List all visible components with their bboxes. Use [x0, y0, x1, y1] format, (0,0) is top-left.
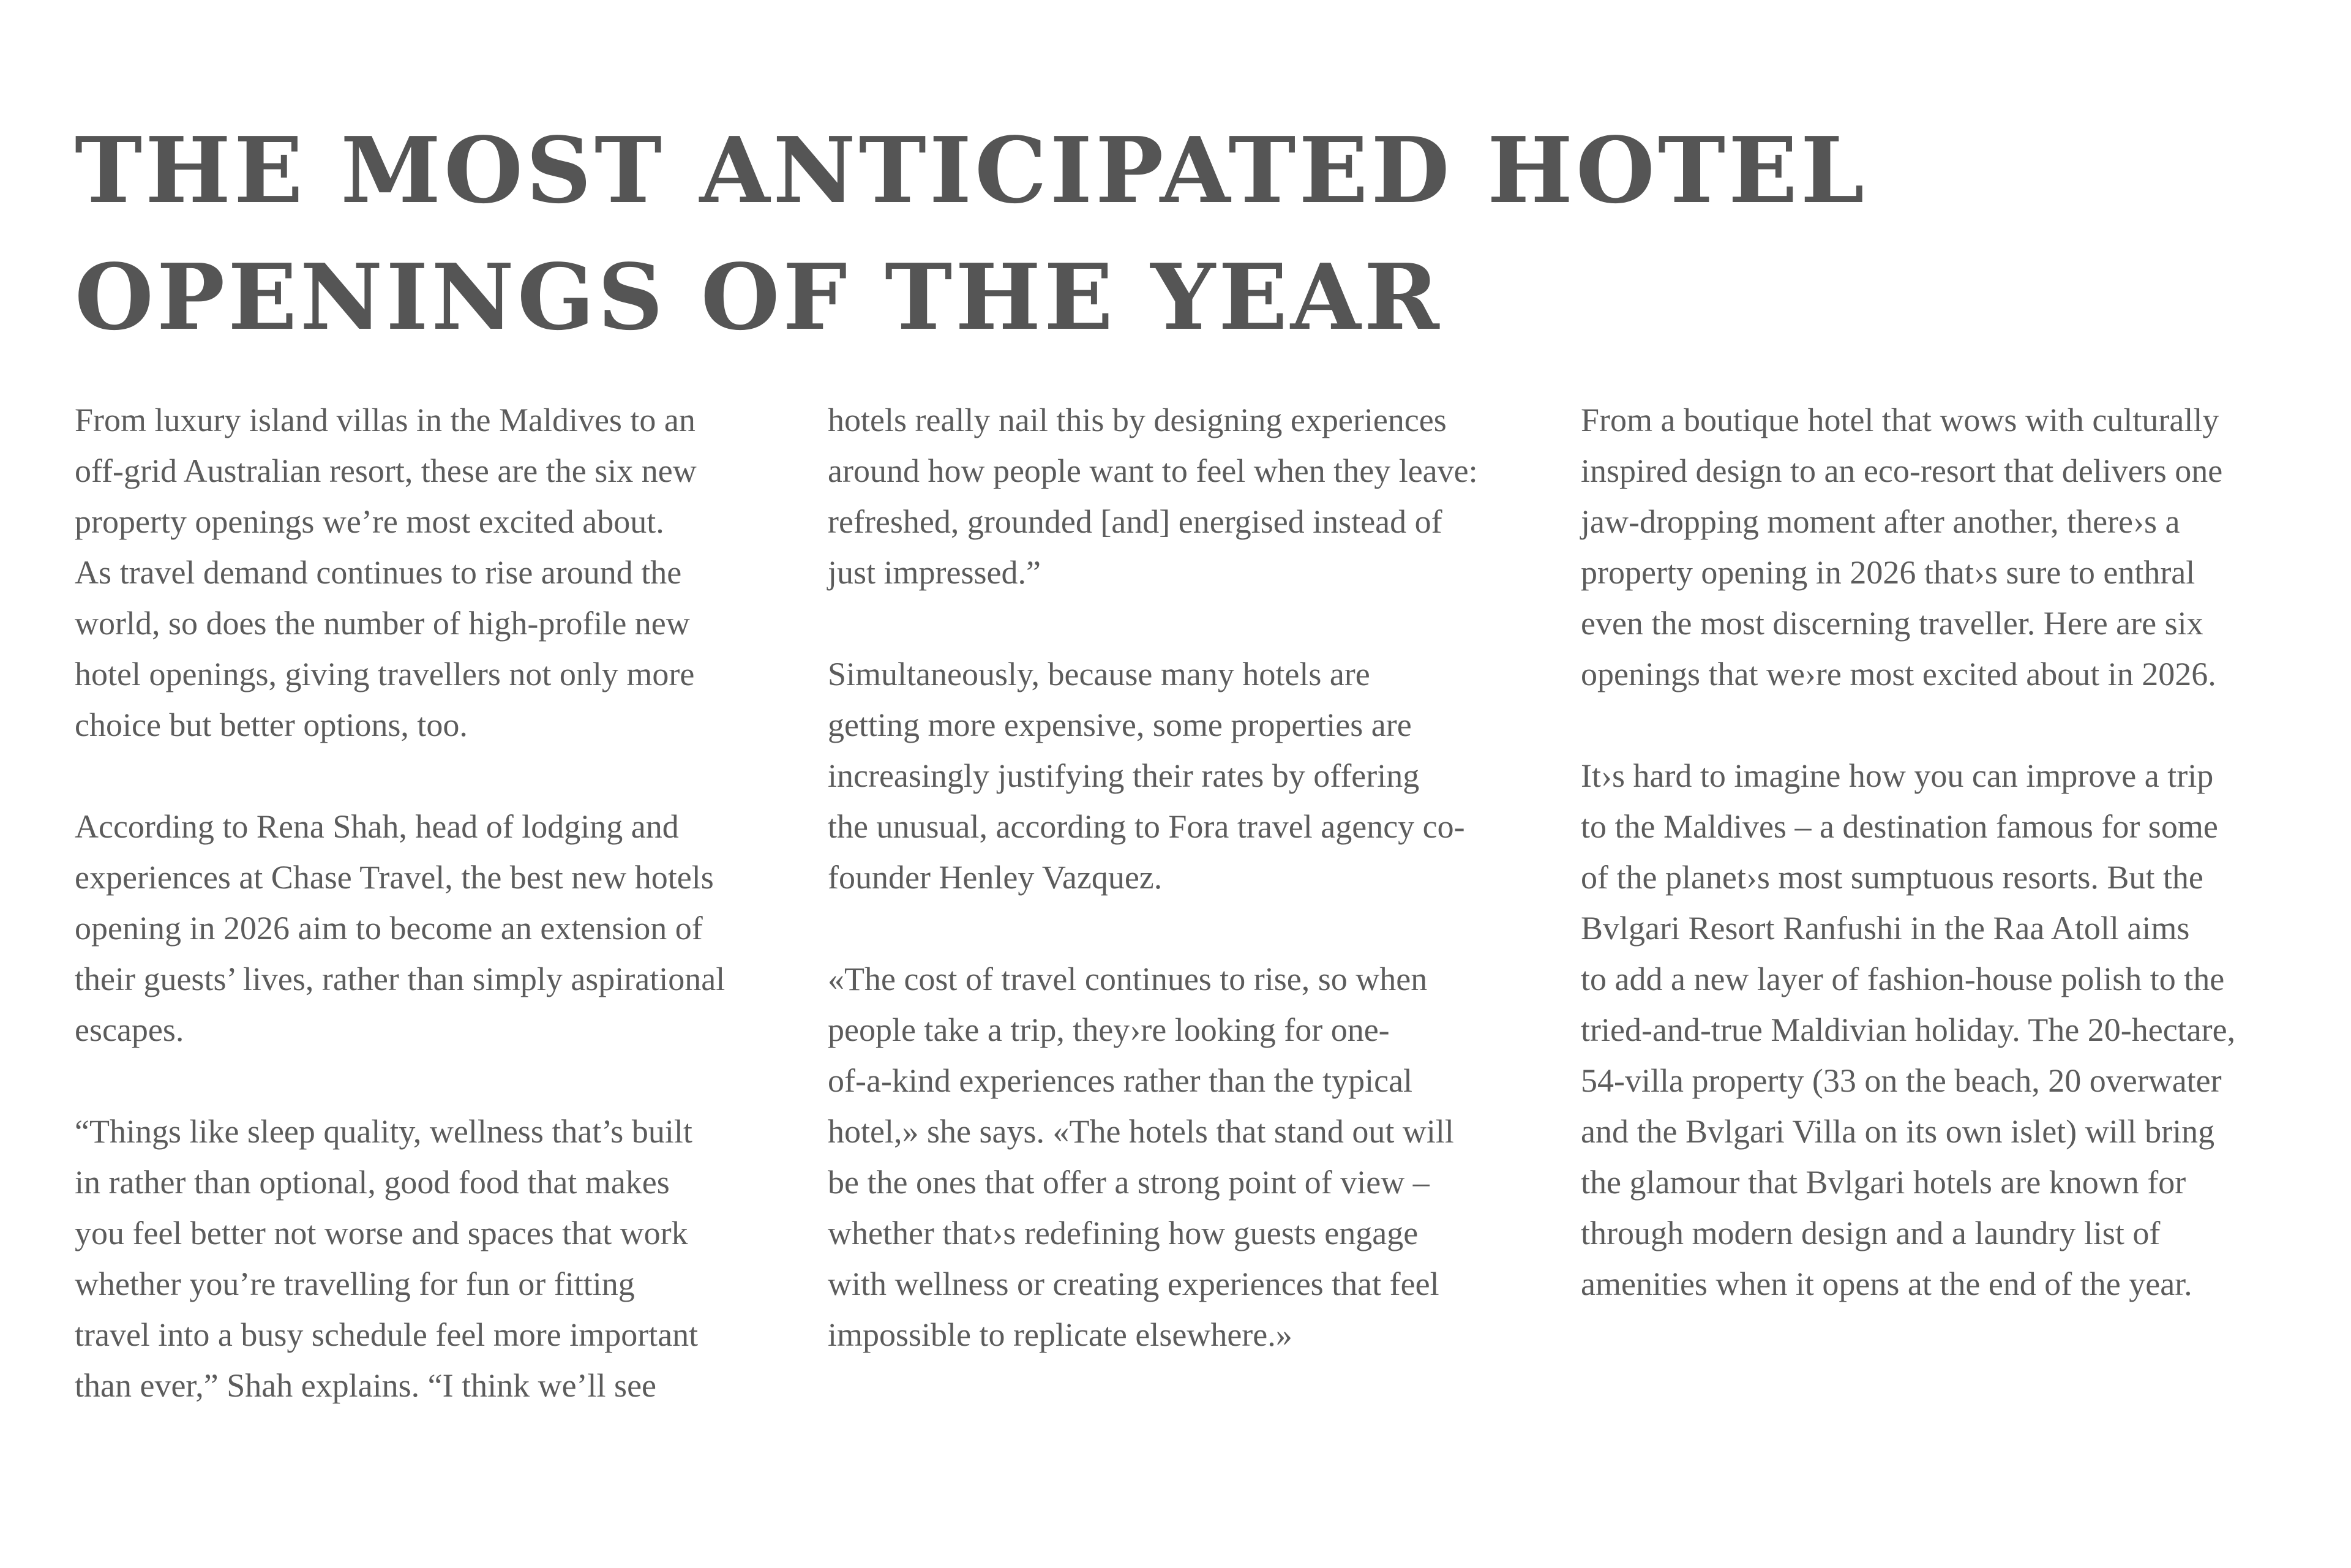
article-column-2: [828, 395, 1550, 1411]
text-line: According to Rena Shah, head of lodging and: [75, 808, 679, 845]
text-line: hotel,» she says. «The hotels that stand out will: [828, 1113, 1454, 1150]
text-line: hotels really nail this by designing experiences: [828, 402, 1447, 438]
paragraph-bvlgari-maldives: [1581, 751, 2315, 1310]
paragraph-boutique-intro: [1581, 395, 2315, 700]
text-line: “Things like sleep quality, wellness that’s built: [75, 1113, 692, 1150]
text-line: be the ones that offer a strong point of view –: [828, 1164, 1430, 1201]
text-line: experiences at Chase Travel, the best new hotels: [75, 859, 714, 896]
text-line: hotel openings, giving travellers not only more: [75, 656, 695, 692]
text-line: of-a-kind experiences rather than the typical: [828, 1062, 1413, 1099]
paragraph-intro: [75, 395, 797, 547]
paragraph-travel-demand: [75, 547, 797, 751]
text-line: impossible to replicate elsewhere.»: [828, 1316, 1292, 1353]
text-line: amenities when it opens at the end of the year.: [1581, 1266, 2192, 1302]
text-line: whether you’re travelling for fun or fitting: [75, 1266, 635, 1302]
text-line: From a boutique hotel that wows with culturally: [1581, 402, 2219, 438]
text-line: refreshed, grounded [and] energised instead of: [828, 503, 1442, 540]
text-line: around how people want to feel when they leave:: [828, 452, 1478, 489]
text-line: the unusual, according to Fora travel agency co-: [828, 808, 1465, 845]
article-column-1: [75, 395, 797, 1462]
article-headline: [75, 107, 2218, 361]
paragraph-fora-travel: [828, 649, 1550, 903]
text-line: It›s hard to imagine how you can improve a trip: [1581, 757, 2214, 794]
text-line: you feel better not worse and spaces that work: [75, 1215, 688, 1251]
text-line: getting more expensive, some properties are: [828, 707, 1412, 743]
text-line: jaw-dropping moment after another, there›s a: [1581, 503, 2180, 540]
text-line: world, so does the number of high-profile new: [75, 605, 690, 642]
text-line: than ever,” Shah explains. “I think we’ll see: [75, 1367, 657, 1404]
text-line: increasingly justifying their rates by offering: [828, 757, 1420, 794]
text-line: As travel demand continues to rise around the: [75, 554, 682, 591]
text-line: From luxury island villas in the Maldives to an: [75, 402, 696, 438]
text-line: the glamour that Bvlgari hotels are known for: [1581, 1164, 2186, 1201]
text-line: with wellness or creating experiences that feel: [828, 1266, 1439, 1302]
text-line: in rather than optional, good food that makes: [75, 1164, 670, 1201]
text-line: inspired design to an eco-resort that delivers one: [1581, 452, 2223, 489]
text-line: tried-and-true Maldivian holiday. The 20-hectare,: [1581, 1011, 2236, 1048]
text-line: through modern design and a laundry list of: [1581, 1215, 2161, 1251]
text-line: of the planet›s most sumptuous resorts. But the: [1581, 859, 2203, 896]
text-line: their guests’ lives, rather than simply aspirational: [75, 961, 726, 997]
text-line: choice but better options, too.: [75, 707, 468, 743]
text-line: off-grid Australian resort, these are the six new: [75, 452, 697, 489]
text-line: and the Bvlgari Villa on its own islet) will bring: [1581, 1113, 2215, 1150]
article-column-3: [1581, 395, 2315, 1360]
text-line: to add a new layer of fashion-house polish to the: [1581, 961, 2225, 997]
paragraph-shah-quote-continued: [828, 395, 1550, 598]
text-line: Simultaneously, because many hotels are: [828, 656, 1370, 692]
text-line: just impressed.”: [828, 554, 1041, 591]
text-line: 54-villa property (33 on the beach, 20 overwater: [1581, 1062, 2222, 1099]
text-line: escapes.: [75, 1011, 184, 1048]
paragraph-shah-quote: [75, 1106, 797, 1411]
text-line: «The cost of travel continues to rise, so when: [828, 961, 1428, 997]
text-line: openings that we›re most excited about in 2026.: [1581, 656, 2216, 692]
headline-line: THE MOST ANTICIPATED HOTEL: [75, 117, 1867, 223]
text-line: Bvlgari Resort Ranfushi in the Raa Atoll aims: [1581, 910, 2190, 947]
paragraph-vazquez-quote: [828, 954, 1550, 1360]
text-line: people take a trip, they›re looking for one-: [828, 1011, 1390, 1048]
text-line: to the Maldives – a destination famous for some: [1581, 808, 2218, 845]
text-line: whether that›s redefining how guests engage: [828, 1215, 1419, 1251]
text-line: opening in 2026 aim to become an extension of: [75, 910, 703, 947]
text-line: property opening in 2026 that›s sure to enthral: [1581, 554, 2195, 591]
paragraph-rena-shah: [75, 801, 797, 1056]
headline-line: OPENINGS OF THE YEAR: [75, 244, 1442, 350]
text-line: founder Henley Vazquez.: [828, 859, 1163, 896]
text-line: even the most discerning traveller. Here are six: [1581, 605, 2203, 642]
text-line: travel into a busy schedule feel more important: [75, 1316, 699, 1353]
text-line: property openings we’re most excited about.: [75, 503, 664, 540]
